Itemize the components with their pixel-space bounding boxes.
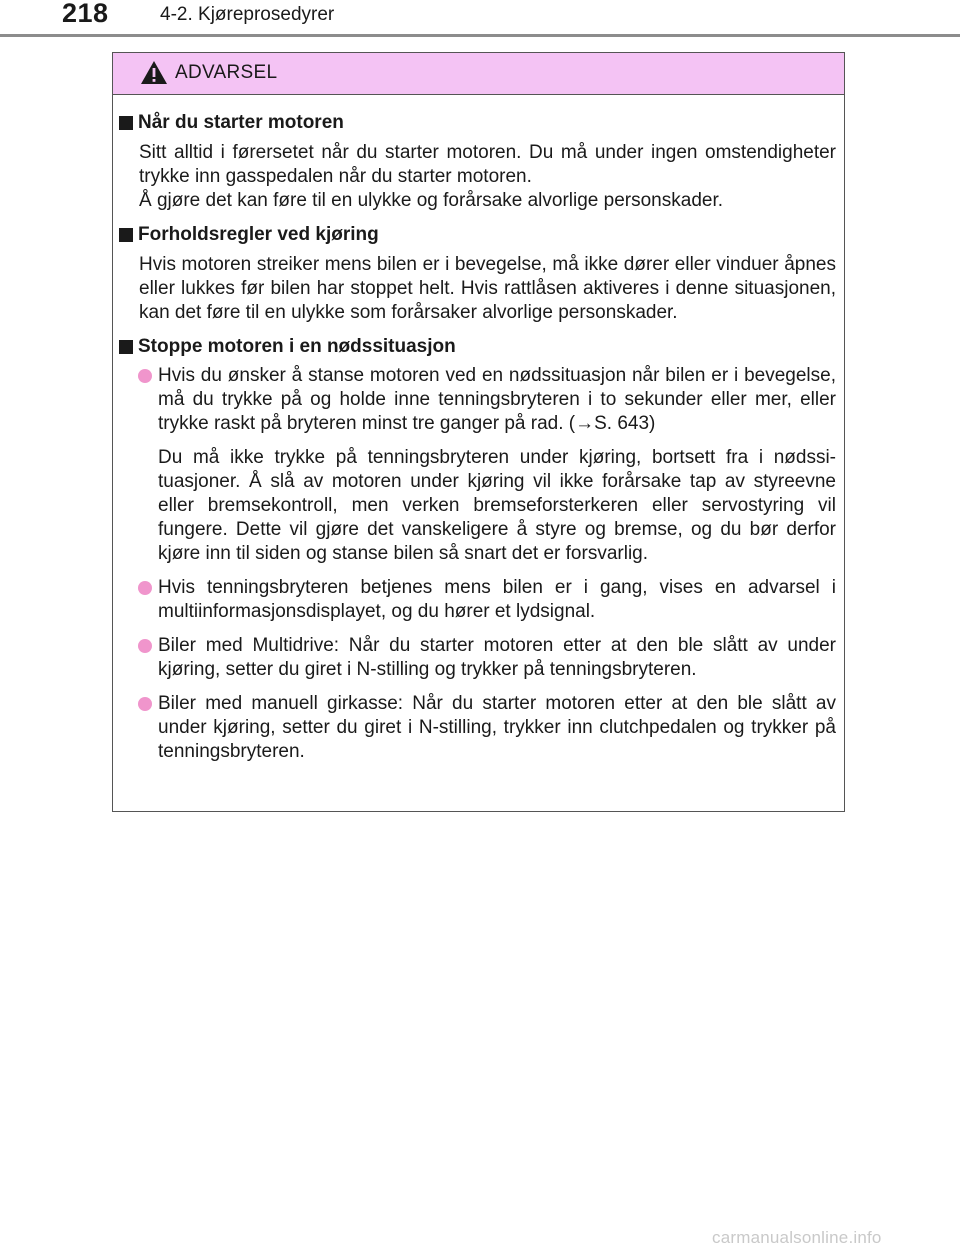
paragraph: Å gjøre det kan føre til en ulykke og forårsake alvorlige personskader. bbox=[139, 190, 724, 211]
square-bullet-icon bbox=[119, 228, 133, 242]
warning-box bbox=[112, 52, 845, 812]
circle-bullet-icon bbox=[138, 639, 152, 653]
square-bullet-icon bbox=[119, 116, 133, 130]
watermark: carmanualsonline.info bbox=[712, 1228, 882, 1247]
list-item: Biler med Multidrive: Når du starter motoren etter at den ble slått av under kjøring, setter du giret i N-stilling og trykker på tenningsbryteren. bbox=[113, 634, 836, 682]
circle-bullet-icon bbox=[138, 697, 152, 711]
warning-label: ADVARSEL bbox=[175, 62, 278, 83]
warning-triangle-icon bbox=[140, 60, 168, 85]
warning-body bbox=[113, 95, 844, 764]
list-item: Hvis du ønsker å stanse motoren ved en nødssituasjon når bilen er i bevegelse, må du trykke på og holde inne tenningsbryteren i to sekunder eller mer, eller trykke raskt på bryteren minst tre ganger på rad. (→S. 643) Du må ikke trykke på tenningsbryteren under kjøring, bortsett fra i nødssituasjoner. Å slå av motoren under kjøring vil ikke forårsake tap av styreevne eller bremsekontroll, men verken bremseforsterkeren eller servostyring vil fungere. Dette vil gjøre det vanskeligere å styre og bremse, og du bør derfor kjøre inn til siden og stanse bilen så snart det er forsvarlig. bbox=[113, 364, 836, 566]
circle-bullet-icon bbox=[138, 369, 152, 383]
section-heading: Forholdsregler ved kjøring bbox=[113, 223, 836, 247]
paragraph: Sitt alltid i førersetet når du starter motoren. Du må under ingen omstendigheter trykke inn gasspedalen når du starter motoren. bbox=[139, 142, 836, 187]
list-item: Hvis tenningsbryteren betjenes mens bilen er i gang, vises en advarsel i multiinformasjonsdisplayet, og du hører et lydsignal. bbox=[113, 576, 836, 624]
page-number: 218 bbox=[62, 0, 109, 28]
bullet-list bbox=[113, 364, 836, 764]
section-driving-precautions bbox=[113, 223, 836, 325]
square-bullet-icon bbox=[119, 340, 133, 354]
bullet-note: Du må ikke trykke på tenningsbryteren under kjøring, bortsett fra i nødssituasjoner. Å slå av motoren under kjøring vil ikke forårsake tap av styreevne eller bremsekontroll, men verken bremseforsterkeren eller servostyring vil fungere. Dette vil gjøre det vanskeligere å styre og bremse, og du bør derfor kjøre inn til siden og stanse bilen så snart det er forsvarlig. bbox=[158, 447, 836, 564]
list-item: Biler med manuell girkasse: Når du starter motoren etter at den ble slått av under kjøring, setter du giret i N-stilling, trykker inn clutchpedalen og trykker på tenningsbryteren. bbox=[113, 692, 836, 764]
section-heading: Når du starter motoren bbox=[113, 111, 836, 135]
section-title: 4-2. Kjøreprosedyrer bbox=[160, 4, 335, 25]
warning-header bbox=[113, 53, 844, 95]
circle-bullet-icon bbox=[138, 581, 152, 595]
header-divider bbox=[0, 34, 960, 37]
paragraph: Hvis motoren streiker mens bilen er i bevegelse, må ikke dører eller vinduer åpnes eller lukkes før bilen har stoppet helt. Hvis rattlåsen aktiveres i denne situasjonen, kan det føre til en ulykke som forårsaker alvorlige personskader. bbox=[139, 254, 836, 323]
section-starting-engine bbox=[113, 111, 836, 213]
section-heading: Stoppe motoren i en nødssituasjon bbox=[113, 335, 836, 359]
section-emergency-stop bbox=[113, 335, 836, 764]
